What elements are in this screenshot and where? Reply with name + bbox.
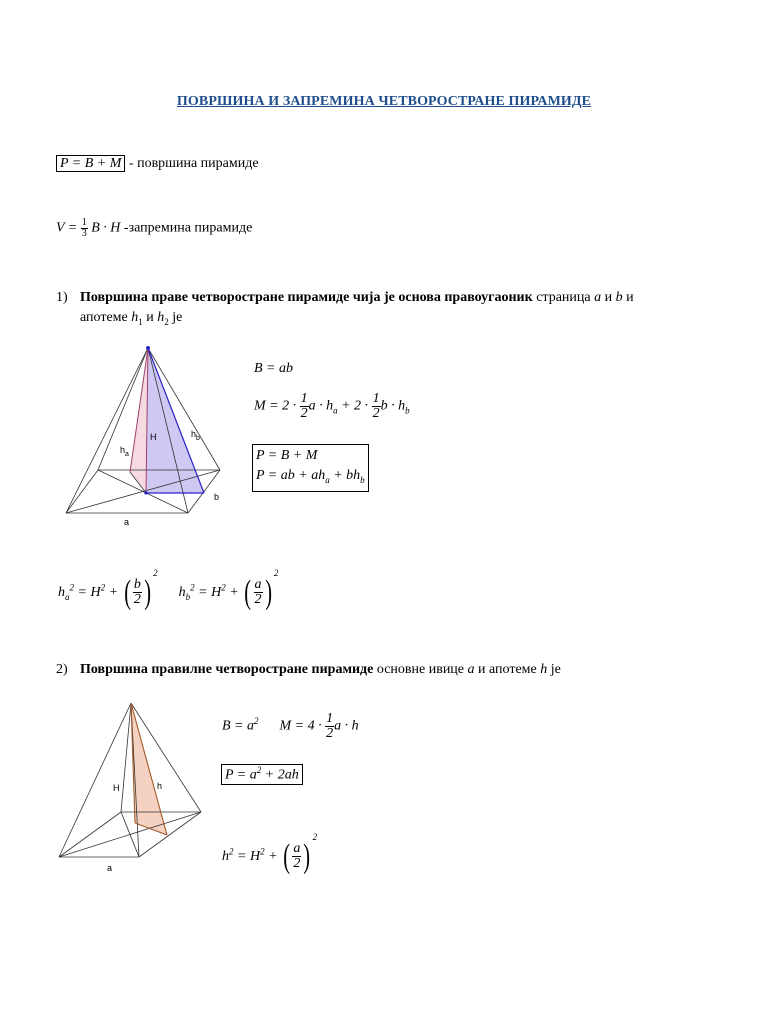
- volume-lhs: V =: [56, 220, 78, 236]
- eq1-result-line2: P = ab + $ah_a + bh_b$: [256, 468, 365, 485]
- fig1-label-b: b: [214, 492, 220, 502]
- volume-fraction: $\frac{1}{3}$: [81, 217, 87, 239]
- fig2-label-H: H: [113, 783, 120, 793]
- eq1-frac-2: $\frac{1}{2}$: [372, 391, 380, 421]
- pyramid-figure-regular: [55, 695, 215, 880]
- formula-surface: [56, 156, 259, 172]
- pyth2-frac: $\frac{a}{2}$: [254, 577, 262, 608]
- eq2-base-lateral: $B = a^2$ M = 4 · $\frac{1}{2}$ a · h: [222, 711, 359, 741]
- pyth1-frac: $\frac{b}{2}$: [133, 577, 141, 608]
- pyramid-figure-rectangular: [60, 340, 240, 530]
- eq2-frac: $\frac{1}{2}$: [326, 711, 334, 741]
- surface-formula-box: P = B + M: [56, 155, 125, 172]
- formula-volume: [56, 218, 252, 239]
- fig1-label-a: a: [124, 517, 130, 527]
- volume-rhs: B · H: [91, 220, 121, 236]
- page-title: ПОВРШИНА И ЗАПРЕМИНА ЧЕТВОРОСТРАНЕ ПИРАМИДЕ: [176, 94, 592, 109]
- fig2-label-h: h: [157, 781, 163, 791]
- eq1-base: B = ab: [254, 361, 293, 376]
- center-point: [144, 491, 147, 494]
- eq1-lateral: M = 2 · $\frac{1}{2}$ $a \cdot h_a + 2$ · $\frac{1}{2}$ $b \cdot h_b$: [254, 391, 410, 421]
- section1-line2: апотеме $h_1$ и $h_2$ је: [80, 310, 183, 327]
- eq1-result-line1: P = B + M: [256, 448, 318, 463]
- apex-point: [146, 346, 150, 350]
- eq2-pythagoras: $h^2 = H^2$ + ( $\frac{a}{2}$ )$^2$: [222, 832, 318, 875]
- eq2-result-box: $P = a^2 + 2ah$: [221, 764, 303, 785]
- fig2-label-a: a: [107, 863, 113, 873]
- section1-line1: Површина праве четворостране пирамиде чија је основа правоугаоник страница a и b и: [80, 290, 634, 305]
- eq1-frac-1: $\frac{1}{2}$: [300, 391, 308, 421]
- fig1-label-H: H: [150, 432, 157, 442]
- fig1-label-ha: $h_a$: [120, 445, 129, 458]
- pyramid2-edges: [59, 703, 201, 857]
- section2-line: Површина правилне четворостране пирамиде основне ивице a и апотеме h је: [80, 662, 561, 677]
- surface-formula-desc: - површина пирамиде: [125, 156, 259, 171]
- section2-number: 2): [56, 662, 68, 677]
- volume-desc: -запремина пирамиде: [120, 220, 253, 236]
- section1-heading: 1): [56, 290, 68, 305]
- eq1-result-box: [252, 444, 369, 492]
- pyth3-frac: $\frac{a}{2}$: [293, 841, 301, 872]
- eq1-pythagoras: $h_a^2 = H^2$ + ( $\frac{b}{2}$ )$^2$ $h_b^2 = H^2$ + ( $\frac{a}{2}$ )$^2$: [58, 568, 279, 611]
- fig1-label-hb: $h_b$: [191, 429, 200, 442]
